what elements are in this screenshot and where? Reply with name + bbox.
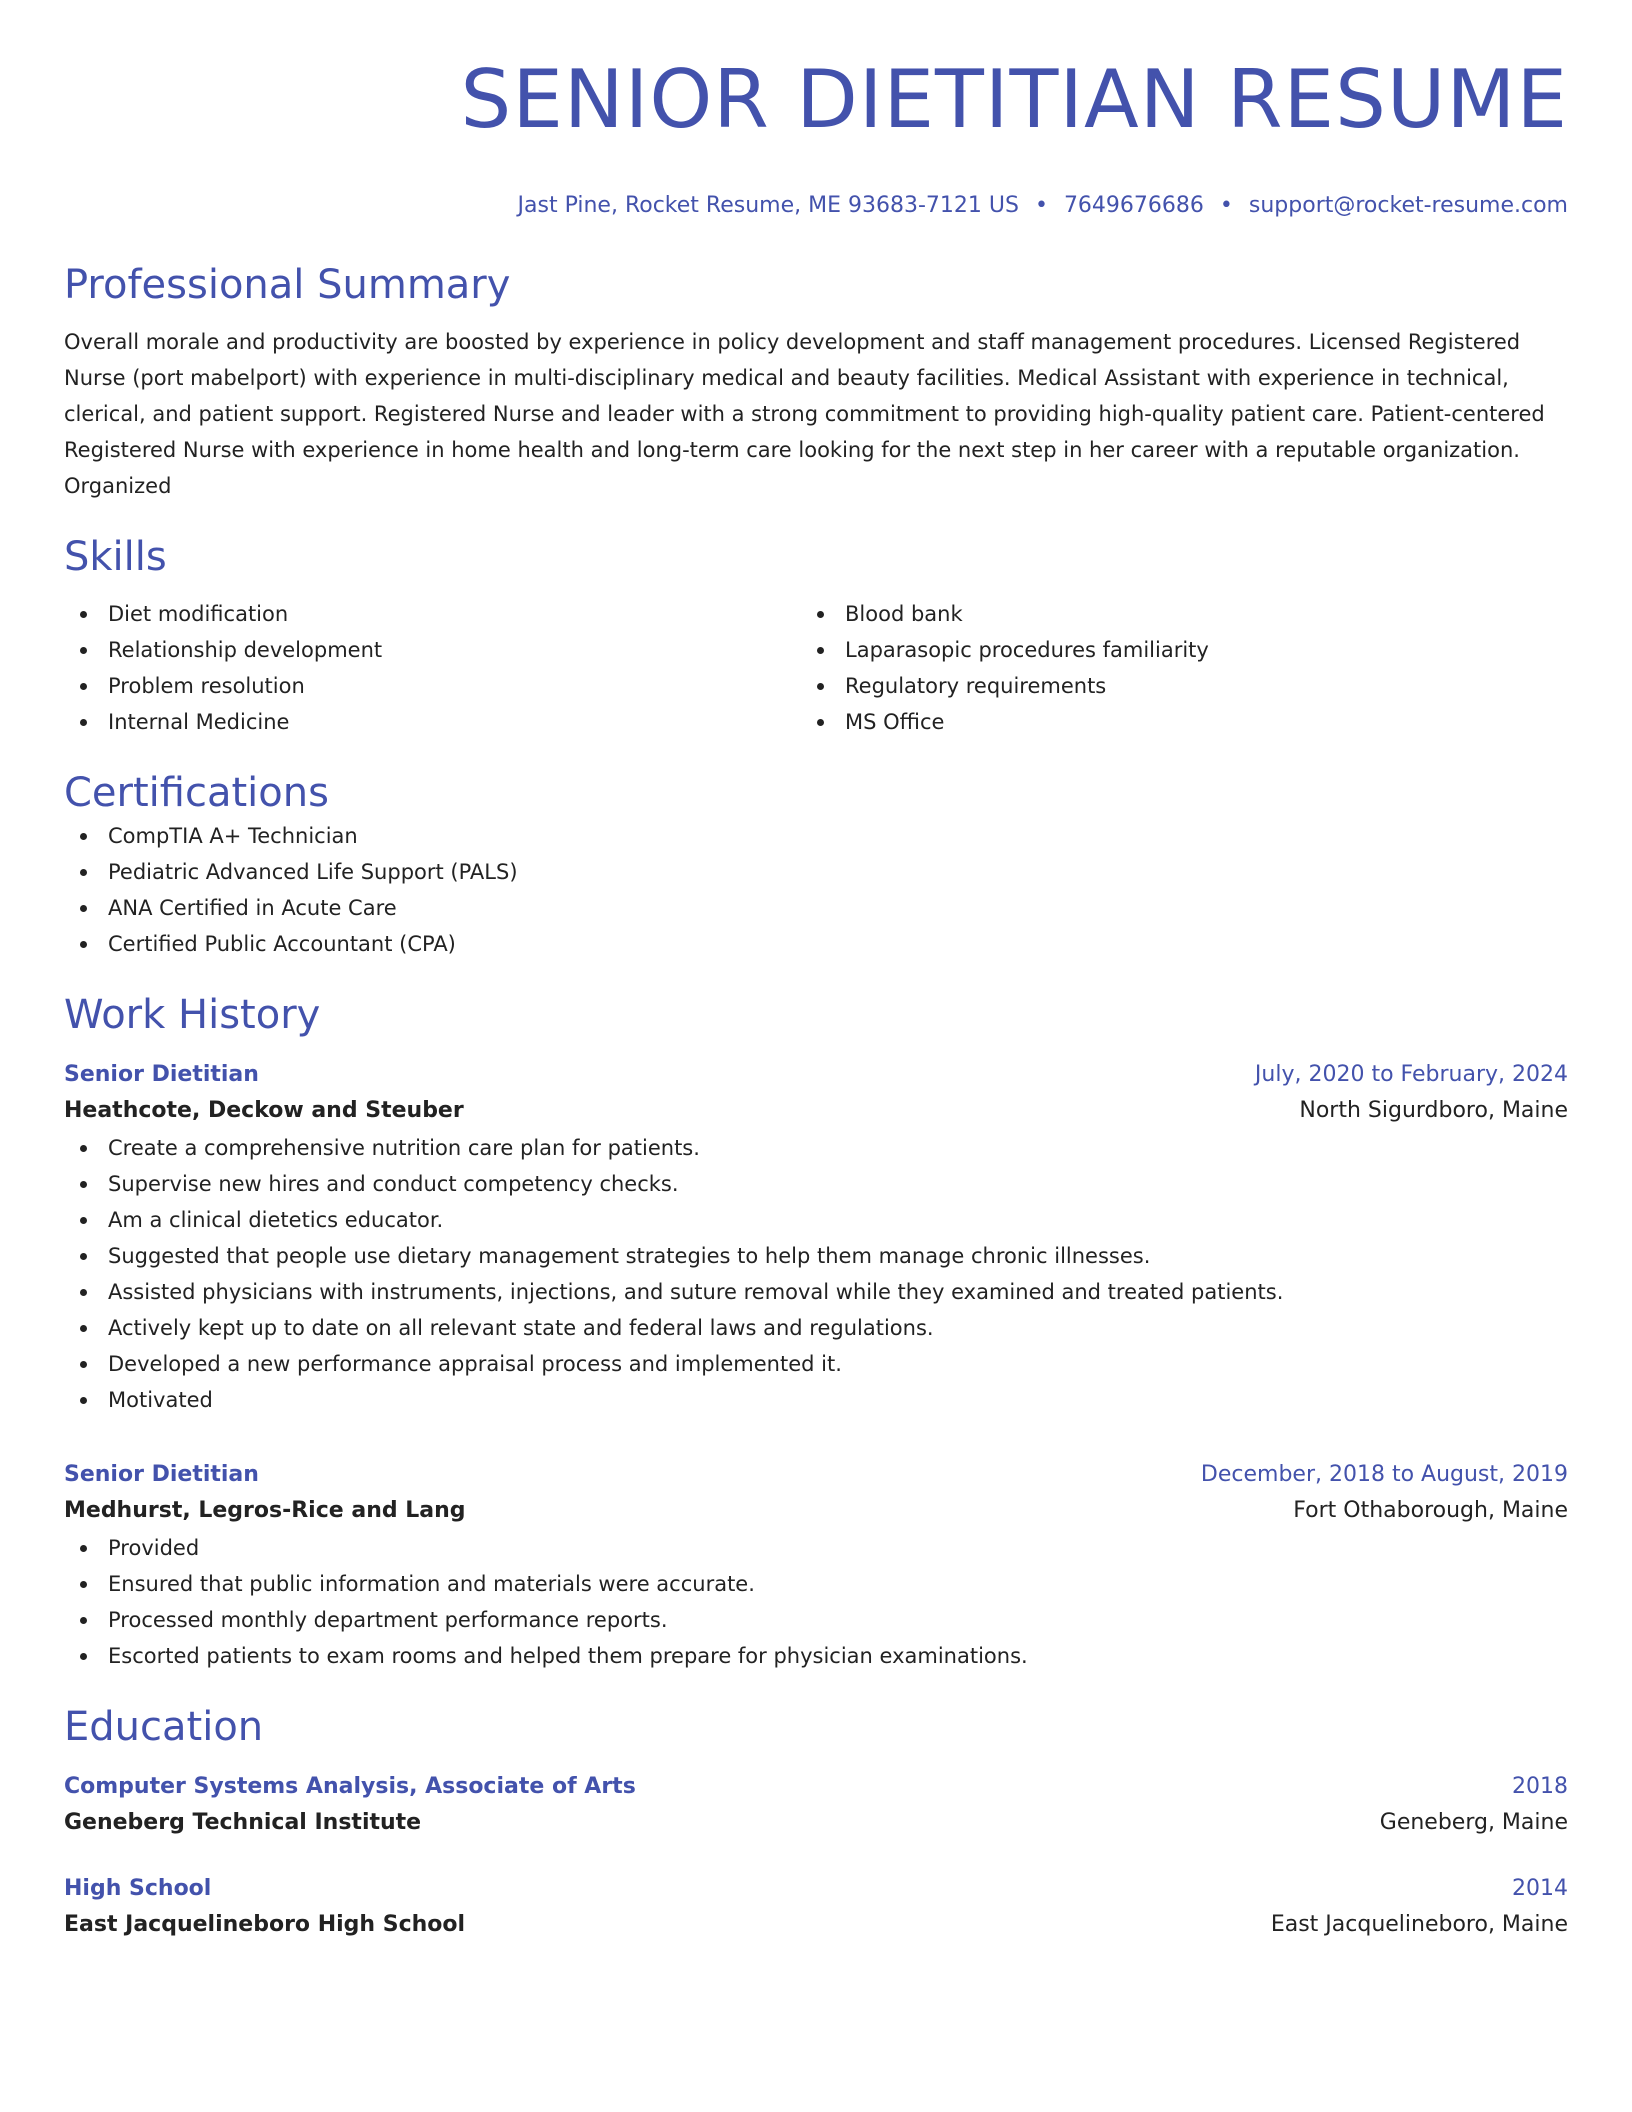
skills-column-right bbox=[801, 596, 1538, 740]
summary-text: Overall morale and productivity are boosted by experience in policy development and staff management procedures. Licensed Registered Nurse (port mabelport) with experience in multi-disciplinary medical and beauty facilities. Medical Assistant with experience in technical, clerical, and patient support. Registered Nurse and leader with a strong commitment to providing high-quality patient care. Patient-centered Registered Nurse with experience in home health and long-term care looking for the next step in her career with a reputable organization. Organized bbox=[64, 330, 1545, 498]
contact-email: support@rocket-resume.com bbox=[1248, 193, 1568, 218]
job-company-row bbox=[64, 1492, 1568, 1530]
job-dates: July, 2020 to February, 2024 bbox=[1254, 1062, 1568, 1087]
job-duty-item: Assisted physicians with instruments, injections, and suture removal while they examined and treated patients. bbox=[64, 1274, 1568, 1310]
job-duty-item: Developed a new performance appraisal process and implemented it. bbox=[64, 1346, 1568, 1382]
contact-separator: • bbox=[1219, 193, 1233, 218]
certifications-heading: Certifications bbox=[64, 770, 329, 816]
job-duty-item: Am a clinical dietetics educator. bbox=[64, 1202, 1568, 1238]
job-entry bbox=[64, 1058, 1568, 1418]
job-duties-list bbox=[64, 1530, 1568, 1674]
education-entry bbox=[64, 1770, 1568, 1842]
job-duty-item: Ensured that public information and materials were accurate. bbox=[64, 1566, 1568, 1602]
skill-item: Laparasopic procedures familiarity bbox=[801, 632, 1538, 668]
education-heading: Education bbox=[64, 1704, 264, 1750]
job-dates: December, 2018 to August, 2019 bbox=[1200, 1462, 1568, 1487]
skill-item: Regulatory requirements bbox=[801, 668, 1538, 704]
skill-item: Internal Medicine bbox=[64, 704, 801, 740]
skills-list-right bbox=[801, 596, 1538, 740]
skill-item: Diet modification bbox=[64, 596, 801, 632]
job-duties-list bbox=[64, 1130, 1568, 1418]
job-company-row bbox=[64, 1092, 1568, 1130]
skills-column-left bbox=[64, 596, 801, 740]
education-school-row bbox=[64, 1906, 1568, 1944]
contact-phone: 7649676686 bbox=[1063, 193, 1204, 218]
education-school-row bbox=[64, 1804, 1568, 1842]
certification-item: CompTIA A+ Technician bbox=[64, 818, 1568, 854]
job-header-row bbox=[64, 1458, 1568, 1492]
education-entry bbox=[64, 1872, 1568, 1944]
skills-heading: Skills bbox=[64, 534, 167, 580]
summary-section bbox=[64, 260, 1568, 504]
work-history-heading: Work History bbox=[64, 992, 321, 1038]
job-duty-item: Processed monthly department performance reports. bbox=[64, 1602, 1568, 1638]
certification-item: Pediatric Advanced Life Support (PALS) bbox=[64, 854, 1568, 890]
education-school: Geneberg Technical Institute bbox=[64, 1810, 422, 1835]
education-location: East Jacquelineboro, Maine bbox=[1270, 1912, 1568, 1937]
skill-item: Relationship development bbox=[64, 632, 801, 668]
certifications-list bbox=[64, 818, 1568, 962]
education-header-row bbox=[64, 1872, 1568, 1906]
summary-heading: Professional Summary bbox=[64, 262, 511, 308]
education-degree: Computer Systems Analysis, Associate of Arts bbox=[64, 1774, 636, 1799]
job-header-row bbox=[64, 1058, 1568, 1092]
job-duty-item: Suggested that people use dietary management strategies to help them manage chronic illnesses. bbox=[64, 1238, 1568, 1274]
certification-item: Certified Public Accountant (CPA) bbox=[64, 926, 1568, 962]
skill-item: Blood bank bbox=[801, 596, 1538, 632]
skill-item: MS Office bbox=[801, 704, 1538, 740]
job-entry bbox=[64, 1458, 1568, 1674]
job-location: Fort Othaborough, Maine bbox=[1293, 1498, 1568, 1523]
job-company: Medhurst, Legros-Rice and Lang bbox=[64, 1498, 466, 1523]
skill-item: Problem resolution bbox=[64, 668, 801, 704]
skills-section bbox=[64, 532, 1568, 740]
contact-line bbox=[64, 190, 1568, 222]
education-year: 2018 bbox=[1512, 1774, 1568, 1799]
job-duty-item: Provided bbox=[64, 1530, 1568, 1566]
education-section bbox=[64, 1702, 1568, 1944]
contact-address: Jast Pine, Rocket Resume, ME 93683-7121 US bbox=[517, 193, 1019, 218]
certifications-section bbox=[64, 768, 1568, 962]
job-duty-item: Escorted patients to exam rooms and helped them prepare for physician examinations. bbox=[64, 1638, 1568, 1674]
job-location: North Sigurdboro, Maine bbox=[1299, 1098, 1568, 1123]
education-location: Geneberg, Maine bbox=[1379, 1810, 1568, 1835]
contact-separator: • bbox=[1034, 193, 1048, 218]
job-title: Senior Dietitian bbox=[64, 1062, 259, 1087]
job-duty-item: Motivated bbox=[64, 1382, 1568, 1418]
education-degree: High School bbox=[64, 1876, 212, 1901]
page-title: SENIOR DIETITIAN RESUME bbox=[460, 53, 1568, 146]
job-duty-item: Create a comprehensive nutrition care plan for patients. bbox=[64, 1130, 1568, 1166]
education-year: 2014 bbox=[1512, 1876, 1568, 1901]
education-school: East Jacquelineboro High School bbox=[64, 1912, 466, 1937]
job-duty-item: Actively kept up to date on all relevant state and federal laws and regulations. bbox=[64, 1310, 1568, 1346]
certification-item: ANA Certified in Acute Care bbox=[64, 890, 1568, 926]
job-title: Senior Dietitian bbox=[64, 1462, 259, 1487]
skills-list-left bbox=[64, 596, 801, 740]
education-header-row bbox=[64, 1770, 1568, 1804]
work-history-section bbox=[64, 990, 1568, 1674]
job-company: Heathcote, Deckow and Steuber bbox=[64, 1098, 464, 1123]
job-duty-item: Supervise new hires and conduct competency checks. bbox=[64, 1166, 1568, 1202]
skills-grid bbox=[64, 596, 1568, 740]
